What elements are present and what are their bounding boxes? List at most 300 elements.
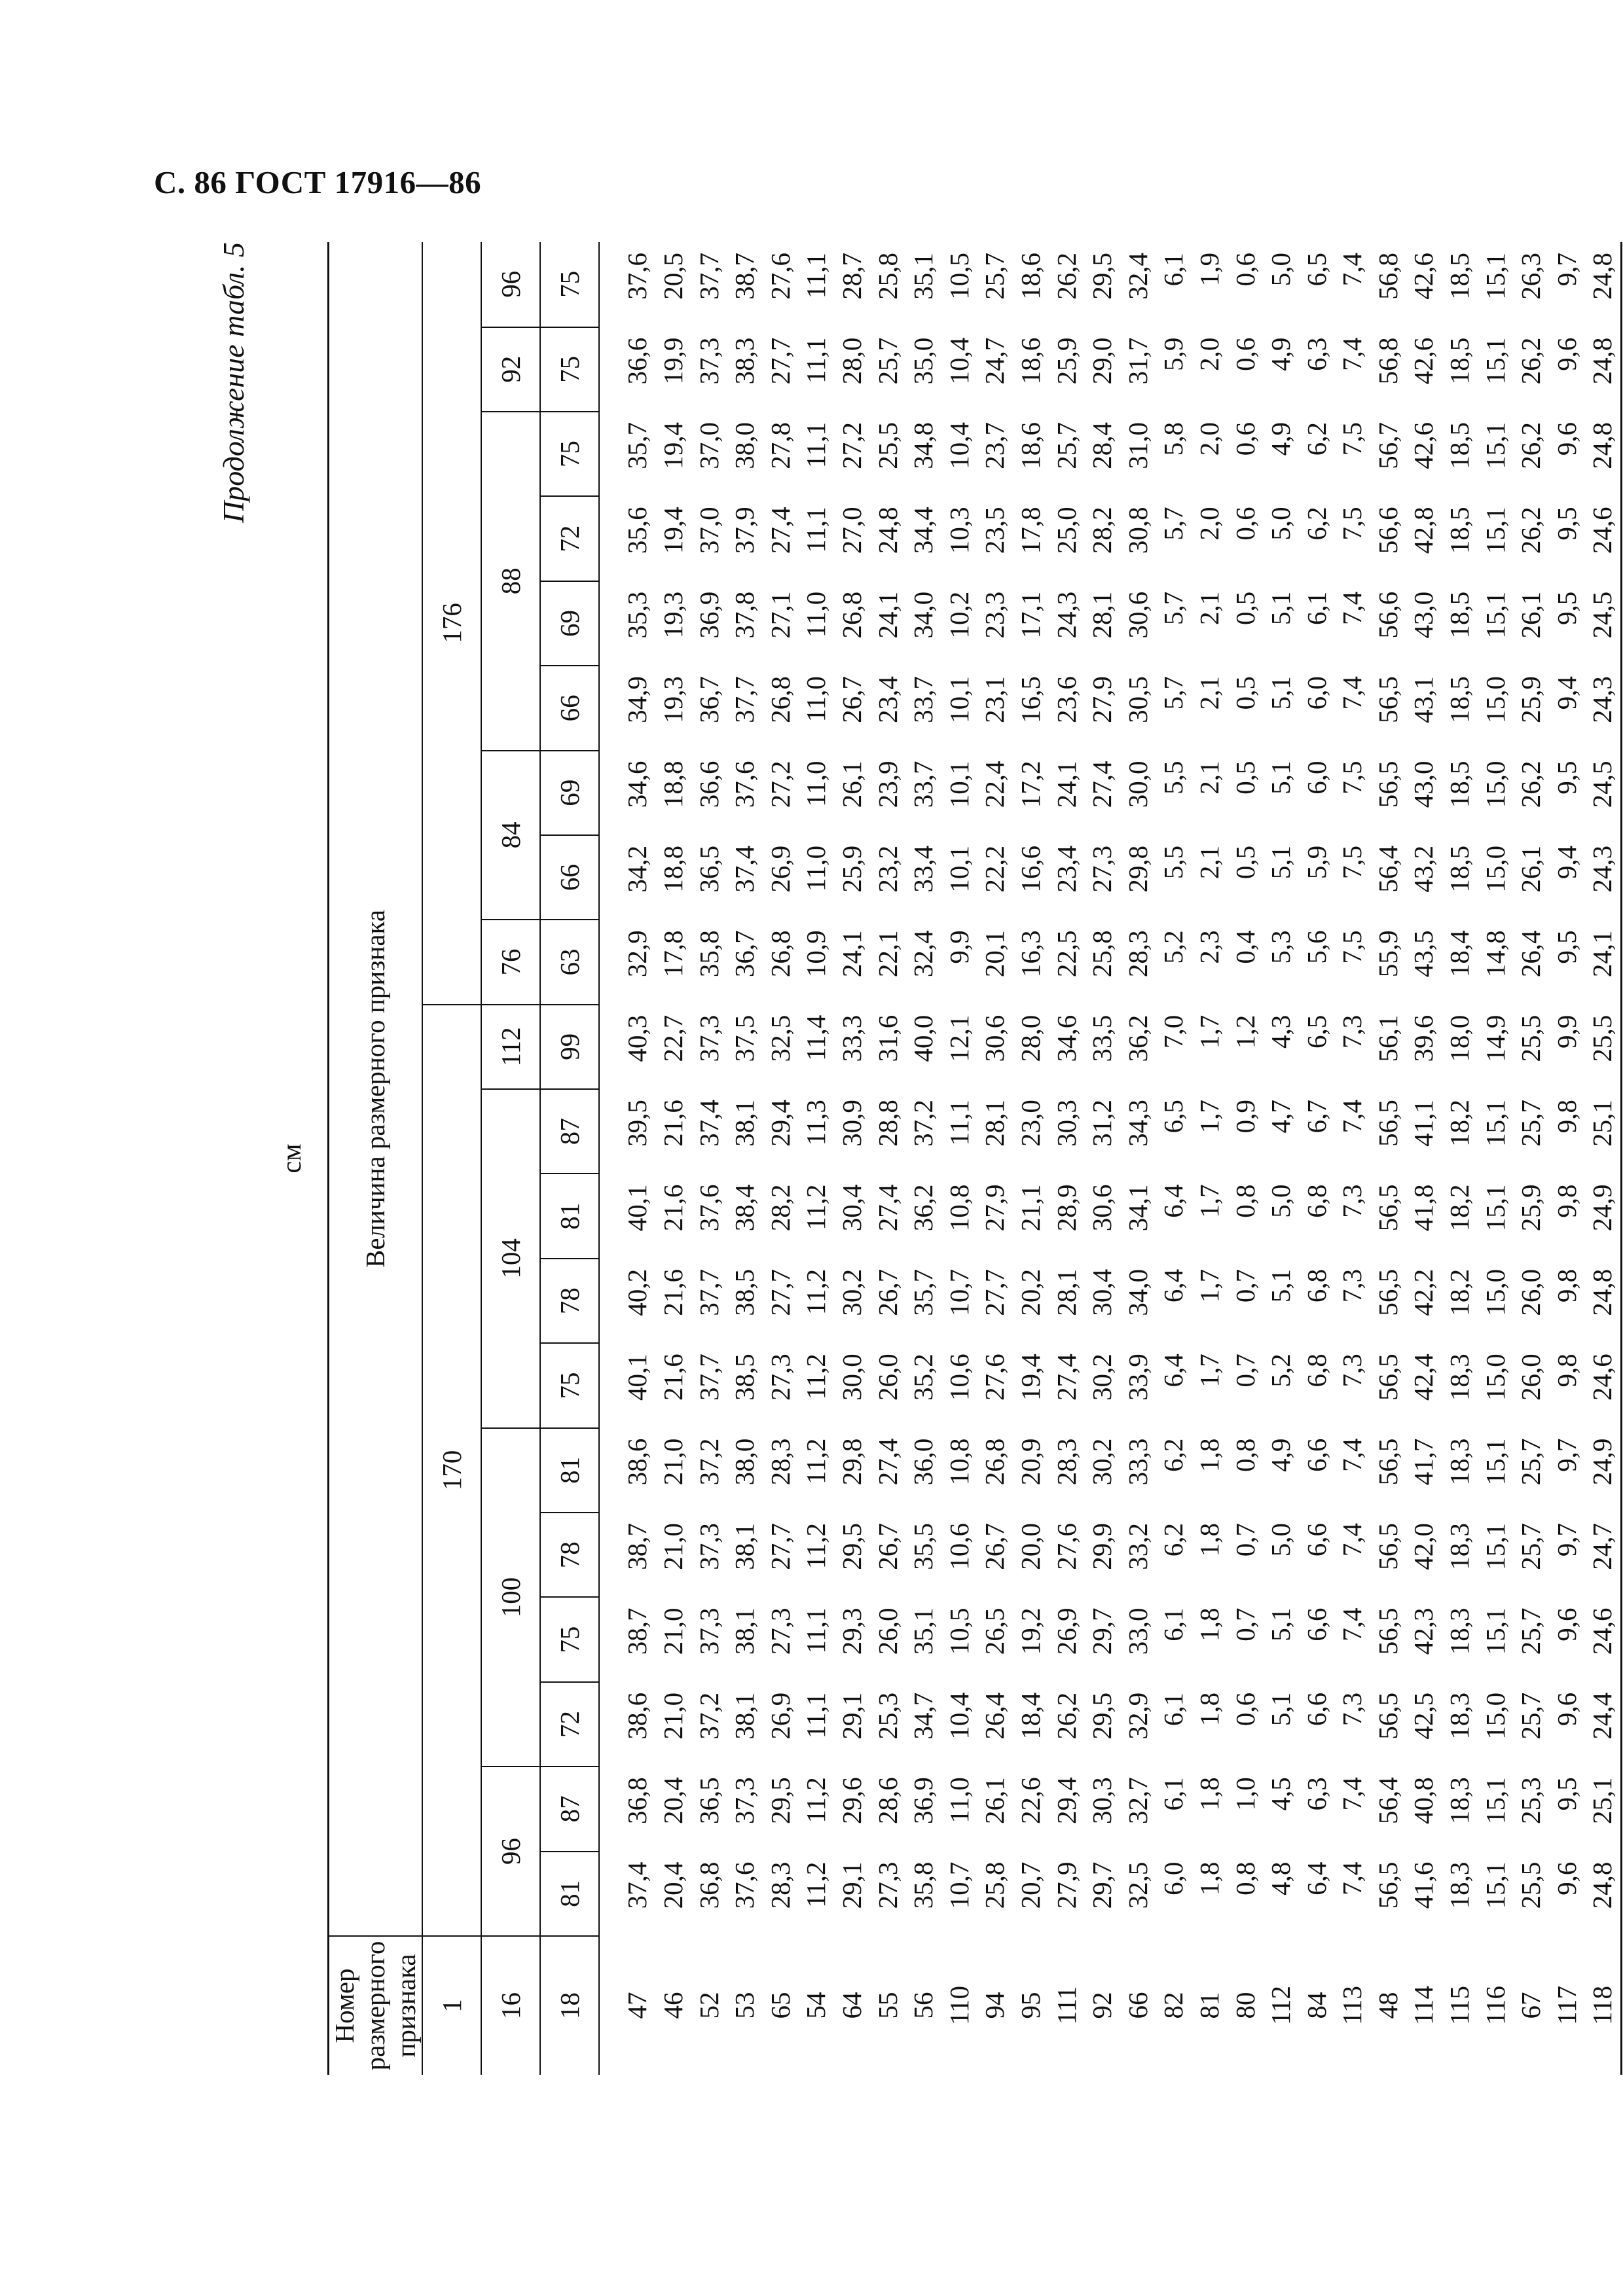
table-row bbox=[1156, 242, 1192, 2075]
table-cell: 19,3 bbox=[658, 676, 689, 723]
table-cell: 9,7 bbox=[1551, 1523, 1582, 1557]
table-row bbox=[870, 242, 906, 2075]
table-cell: 5,3 bbox=[1266, 930, 1296, 964]
table-cell: 37,8 bbox=[729, 591, 760, 639]
table-cell: 7,4 bbox=[1337, 337, 1368, 371]
table-cell: 2,1 bbox=[1194, 591, 1224, 625]
table-cell: 10,4 bbox=[943, 422, 974, 469]
table-cell: 32,5 bbox=[765, 1014, 795, 1062]
table-cell: 29,9 bbox=[1087, 1523, 1118, 1570]
table-cell: 27,1 bbox=[765, 591, 795, 639]
row-feature-number: 115 bbox=[1444, 1986, 1475, 2025]
table-cell: 10,6 bbox=[943, 1354, 974, 1401]
table-cell: 15,1 bbox=[1480, 1100, 1510, 1147]
table-cell: 22,6 bbox=[1015, 1777, 1046, 1824]
table-cell: 2,3 bbox=[1194, 930, 1224, 964]
table-cell: 29,1 bbox=[836, 1692, 867, 1740]
table-cell: 33,9 bbox=[1122, 1354, 1153, 1401]
table-cell: 36,2 bbox=[1122, 1014, 1153, 1062]
table-cell: 1,2 bbox=[1230, 1014, 1260, 1049]
table-row bbox=[727, 242, 763, 2075]
table-cell: 37,0 bbox=[693, 422, 724, 469]
table-cell: 26,0 bbox=[872, 1354, 903, 1401]
table-cell: 5,2 bbox=[1266, 1354, 1296, 1388]
table-cell: 15,0 bbox=[1480, 676, 1510, 723]
index-row-1: 1 bbox=[422, 1936, 481, 2075]
table-cell: 42,4 bbox=[1408, 1354, 1439, 1401]
table-cell: 32,7 bbox=[1122, 1777, 1153, 1824]
table-cell: 22,1 bbox=[872, 930, 903, 978]
table-cell: 40,0 bbox=[908, 1014, 939, 1062]
table-cell: 42,2 bbox=[1408, 1268, 1439, 1316]
table-row bbox=[834, 242, 870, 2075]
table-cell: 37,7 bbox=[693, 1354, 724, 1401]
index-row-18: 18 bbox=[540, 1936, 599, 2075]
table-cell: 15,1 bbox=[1480, 422, 1510, 469]
table-cell: 6,2 bbox=[1158, 1523, 1189, 1557]
table-cell: 29,7 bbox=[1087, 1861, 1118, 1909]
table-cell: 18,4 bbox=[1015, 1692, 1046, 1740]
chest-girth-header: 100 bbox=[481, 1428, 540, 1767]
table-cell: 6,6 bbox=[1301, 1692, 1332, 1727]
table-cell: 5,8 bbox=[1158, 422, 1189, 456]
table-cell: 29,7 bbox=[1087, 1607, 1118, 1655]
table-cell: 56,5 bbox=[1372, 1692, 1403, 1740]
table-cell: 11,2 bbox=[801, 1523, 831, 1570]
table-cell: 18,4 bbox=[1444, 930, 1475, 978]
table-cell: 35,3 bbox=[622, 591, 653, 639]
table-cell: 56,8 bbox=[1372, 252, 1403, 300]
table-cell: 19,9 bbox=[658, 337, 689, 385]
table-cell: 29,5 bbox=[1087, 1692, 1118, 1740]
chest-girth-header: 96 bbox=[481, 1767, 540, 1936]
table-cell: 38,0 bbox=[729, 1438, 760, 1486]
table-row bbox=[905, 242, 941, 2075]
height-header: 176 bbox=[422, 242, 481, 1005]
table-cell: 37,3 bbox=[729, 1777, 760, 1824]
table-cell: 6,2 bbox=[1158, 1438, 1189, 1472]
table-cell: 33,0 bbox=[1122, 1607, 1153, 1655]
table-cell: 1,7 bbox=[1194, 1184, 1224, 1218]
table-cell: 29,6 bbox=[836, 1777, 867, 1824]
table-cell: 56,5 bbox=[1372, 1607, 1403, 1655]
table-cell: 1,8 bbox=[1194, 1523, 1224, 1557]
table-cell: 56,7 bbox=[1372, 422, 1403, 469]
table-cell: 26,8 bbox=[836, 591, 867, 639]
table-row bbox=[1513, 242, 1549, 2075]
table-cell: 20,4 bbox=[658, 1777, 689, 1824]
table-cell: 26,9 bbox=[765, 845, 795, 893]
table-cell: 9,6 bbox=[1551, 337, 1582, 371]
table-cell: 10,9 bbox=[801, 930, 831, 978]
table-cell: 30,0 bbox=[1122, 761, 1153, 808]
table-cell: 33,7 bbox=[908, 676, 939, 723]
table-cell: 5,9 bbox=[1301, 845, 1332, 880]
table-cell: 37,3 bbox=[693, 1607, 724, 1655]
row-feature-number: 118 bbox=[1584, 1936, 1621, 2075]
table-cell: 5,1 bbox=[1266, 761, 1296, 795]
table-cell: 7,5 bbox=[1337, 422, 1368, 456]
row-feature-number: 117 bbox=[1551, 1986, 1582, 2025]
row-feature-number: 111 bbox=[1051, 1986, 1082, 2025]
table-cell: 27,6 bbox=[765, 252, 795, 300]
table-cell: 35,6 bbox=[622, 507, 653, 554]
table-cell: 26,0 bbox=[1516, 1268, 1546, 1316]
table-cell: 25,8 bbox=[872, 252, 903, 300]
table-cell: 1,0 bbox=[1230, 1777, 1260, 1811]
table-cell: 37,3 bbox=[693, 1014, 724, 1062]
table-cell: 5,6 bbox=[1301, 930, 1332, 964]
table-cell: 42,6 bbox=[1408, 337, 1439, 385]
table-cell: 15,0 bbox=[1480, 1354, 1510, 1401]
table-cell: 15,1 bbox=[1480, 1438, 1510, 1486]
table-cell: 30,3 bbox=[1051, 1100, 1082, 1147]
table-cell: 25,7 bbox=[1516, 1523, 1546, 1570]
table-cell: 25,9 bbox=[836, 845, 867, 893]
table-cell: 56,8 bbox=[1372, 337, 1403, 385]
table-cell: 34,0 bbox=[1122, 1268, 1153, 1316]
table-cell: 43,1 bbox=[1408, 676, 1439, 723]
table-cell: 11,2 bbox=[801, 1354, 831, 1400]
table-row bbox=[1049, 242, 1085, 2075]
table-cell: 35,7 bbox=[622, 422, 653, 469]
table-cell: 24,1 bbox=[1051, 761, 1082, 808]
table-cell: 28,2 bbox=[765, 1184, 795, 1232]
row-feature-number: 46 bbox=[658, 1992, 689, 2019]
table-cell: 27,4 bbox=[872, 1184, 903, 1232]
table-cell: 10,5 bbox=[943, 252, 974, 300]
table-cell: 25,3 bbox=[1516, 1777, 1546, 1824]
table-cell: 18,5 bbox=[1444, 591, 1475, 639]
table-cell: 56,5 bbox=[1372, 676, 1403, 723]
table-cell: 23,4 bbox=[1051, 845, 1082, 893]
table-cell: 15,1 bbox=[1480, 1861, 1510, 1909]
waist-girth-header: 78 bbox=[540, 1513, 599, 1597]
table-cell: 42,0 bbox=[1408, 1523, 1439, 1570]
table-cell: 9,9 bbox=[1551, 1014, 1582, 1049]
table-cell: 6,3 bbox=[1301, 1777, 1332, 1811]
table-cell: 26,3 bbox=[1516, 252, 1546, 300]
table-cell: 56,5 bbox=[1372, 1268, 1403, 1316]
row-feature-number: 64 bbox=[836, 1992, 867, 2019]
table-cell: 4,9 bbox=[1266, 1438, 1296, 1472]
table-cell: 38,7 bbox=[622, 1607, 653, 1655]
table-cell: 38,4 bbox=[729, 1184, 760, 1232]
table-cell: 21,0 bbox=[658, 1692, 689, 1740]
table-cell: 22,7 bbox=[658, 1014, 689, 1062]
table-cell: 28,6 bbox=[872, 1777, 903, 1824]
table-cell: 7,4 bbox=[1337, 676, 1368, 710]
table-cell: 11,1 bbox=[801, 1607, 831, 1654]
table-row bbox=[1478, 242, 1514, 2075]
table-cell: 37,6 bbox=[693, 1184, 724, 1232]
table-cell: 0,5 bbox=[1230, 676, 1260, 710]
table-cell: 24,7 bbox=[979, 337, 1010, 385]
table-cell: 18,5 bbox=[1444, 845, 1475, 893]
table-cell: 36,5 bbox=[693, 1777, 724, 1824]
table-cell: 25,9 bbox=[1516, 676, 1546, 723]
table-cell: 0,7 bbox=[1230, 1523, 1260, 1557]
table-cell: 10,8 bbox=[943, 1184, 974, 1232]
waist-girth-header: 66 bbox=[540, 666, 599, 750]
table-cell: 34,9 bbox=[622, 676, 653, 723]
waist-girth-header: 75 bbox=[540, 327, 599, 412]
table-cell: 11,1 bbox=[943, 1100, 974, 1146]
table-cell: 41,7 bbox=[1408, 1438, 1439, 1486]
table-cell: 14,9 bbox=[1480, 1014, 1510, 1062]
table-cell: 34,6 bbox=[1051, 1014, 1082, 1062]
table-cell: 34,3 bbox=[1122, 1100, 1153, 1147]
table-cell: 26,0 bbox=[872, 1607, 903, 1655]
table-cell: 20,5 bbox=[658, 252, 689, 300]
table-cell: 27,6 bbox=[979, 1354, 1010, 1401]
table-cell: 23,0 bbox=[1015, 1100, 1046, 1147]
table-cell: 29,5 bbox=[836, 1523, 867, 1570]
table-cell: 0,7 bbox=[1230, 1268, 1260, 1303]
table-cell: 28,2 bbox=[1087, 507, 1118, 554]
row-feature-number: 114 bbox=[1408, 1986, 1439, 2025]
table-cell: 24,3 bbox=[1584, 666, 1621, 750]
waist-girth-header: 87 bbox=[540, 1089, 599, 1174]
table-cell: 42,6 bbox=[1408, 422, 1439, 469]
table-cell: 25,5 bbox=[872, 422, 903, 469]
table-cell: 15,1 bbox=[1480, 1523, 1510, 1570]
table-cell: 24,8 bbox=[1584, 1259, 1621, 1343]
table-cell: 2,1 bbox=[1194, 676, 1224, 710]
table-cell: 31,0 bbox=[1122, 422, 1153, 469]
table-cell: 27,3 bbox=[872, 1861, 903, 1909]
table-cell: 26,4 bbox=[1516, 930, 1546, 978]
table-cell: 19,4 bbox=[658, 507, 689, 554]
table-cell: 18,3 bbox=[1444, 1354, 1475, 1401]
table-cell: 25,7 bbox=[1516, 1438, 1546, 1486]
table-cell: 17,8 bbox=[1015, 507, 1046, 554]
table-cell: 37,4 bbox=[622, 1861, 653, 1909]
table-cell: 56,6 bbox=[1372, 591, 1403, 639]
table-cell: 36,5 bbox=[693, 845, 724, 893]
table-cell: 7,4 bbox=[1337, 1100, 1368, 1134]
table-cell: 7,4 bbox=[1337, 252, 1368, 287]
table-cell: 6,6 bbox=[1301, 1438, 1332, 1472]
table-cell: 22,2 bbox=[979, 845, 1010, 893]
table-cell: 24,6 bbox=[1584, 1343, 1621, 1427]
table-cell: 7,5 bbox=[1337, 930, 1368, 964]
table-cell: 56,5 bbox=[1372, 1861, 1403, 1909]
table-row bbox=[691, 242, 727, 2075]
table-cell: 37,7 bbox=[693, 1268, 724, 1316]
table-cell: 29,4 bbox=[765, 1100, 795, 1147]
table-cell: 6,6 bbox=[1301, 1523, 1332, 1557]
table-cell: 16,5 bbox=[1015, 676, 1046, 723]
table-cell: 0,8 bbox=[1230, 1438, 1260, 1472]
table-cell: 0,5 bbox=[1230, 761, 1260, 795]
table-cell: 18,3 bbox=[1444, 1523, 1475, 1570]
table-cell: 43,0 bbox=[1408, 761, 1439, 808]
table-cell: 16,6 bbox=[1015, 845, 1046, 893]
table-row bbox=[763, 242, 799, 2075]
chest-girth-header: 112 bbox=[481, 1005, 540, 1089]
table-cell: 10,4 bbox=[943, 1692, 974, 1740]
table-cell: 36,9 bbox=[908, 1777, 939, 1824]
waist-girth-header: 69 bbox=[540, 751, 599, 835]
table-cell: 27,7 bbox=[979, 1268, 1010, 1316]
table-cell: 1,8 bbox=[1194, 1861, 1224, 1895]
table-cell: 15,0 bbox=[1480, 1692, 1510, 1740]
table-cell: 37,3 bbox=[693, 337, 724, 385]
table-cell: 27,0 bbox=[836, 507, 867, 554]
table-cell: 6,3 bbox=[1301, 337, 1332, 371]
table-cell: 18,6 bbox=[1015, 337, 1046, 385]
table-cell: 18,5 bbox=[1444, 337, 1475, 385]
table-cell: 28,8 bbox=[872, 1100, 903, 1147]
table-cell: 25,5 bbox=[1584, 1005, 1621, 1089]
table-cell: 25,7 bbox=[1516, 1692, 1546, 1740]
table-cell: 24,1 bbox=[836, 930, 867, 978]
table-cell: 25,8 bbox=[979, 1861, 1010, 1909]
table-cell: 24,5 bbox=[1584, 581, 1621, 666]
table-cell: 37,5 bbox=[729, 1014, 760, 1062]
table-cell: 27,3 bbox=[765, 1607, 795, 1655]
table-cell: 24,8 bbox=[1584, 412, 1621, 496]
table-cell: 12,1 bbox=[943, 1014, 974, 1062]
table-cell: 7,4 bbox=[1337, 1607, 1368, 1641]
table-cell: 40,8 bbox=[1408, 1777, 1439, 1824]
table-cell: 25,9 bbox=[1516, 1184, 1546, 1232]
table-cell: 0,7 bbox=[1230, 1354, 1260, 1388]
table-cell: 28,9 bbox=[1051, 1184, 1082, 1232]
table-cell: 18,0 bbox=[1444, 1014, 1475, 1062]
table-cell: 7,4 bbox=[1337, 591, 1368, 625]
table-cell: 1,7 bbox=[1194, 1100, 1224, 1134]
table-cell: 40,3 bbox=[622, 1014, 653, 1062]
table-cell: 23,6 bbox=[1051, 676, 1082, 723]
table-cell: 38,6 bbox=[622, 1692, 653, 1740]
table-cell: 2,0 bbox=[1194, 507, 1224, 541]
table-cell: 11,3 bbox=[801, 1100, 831, 1146]
table-cell: 29,5 bbox=[765, 1777, 795, 1824]
row-feature-number: 113 bbox=[1337, 1986, 1368, 2025]
table-cell: 24,6 bbox=[1584, 1597, 1621, 1681]
table-cell: 33,5 bbox=[1087, 1014, 1118, 1062]
table-cell: 24,1 bbox=[872, 591, 903, 639]
table-cell: 26,9 bbox=[765, 1692, 795, 1740]
table-cell: 7,4 bbox=[1337, 1438, 1368, 1472]
table-cell: 10,1 bbox=[943, 845, 974, 893]
table-cell: 0,9 bbox=[1230, 1100, 1260, 1134]
table-cell: 18,5 bbox=[1444, 507, 1475, 554]
table-cell: 18,2 bbox=[1444, 1100, 1475, 1147]
table-row bbox=[1263, 242, 1299, 2075]
table-cell: 4,5 bbox=[1266, 1777, 1296, 1811]
table-cell: 6,7 bbox=[1301, 1100, 1332, 1134]
table-cell: 25,7 bbox=[1516, 1607, 1546, 1655]
table-cell: 5,7 bbox=[1158, 591, 1189, 625]
table-cell: 15,1 bbox=[1480, 1777, 1510, 1824]
row-feature-number: 67 bbox=[1516, 1992, 1546, 2019]
table-cell: 29,3 bbox=[836, 1607, 867, 1655]
waist-girth-header: 78 bbox=[540, 1259, 599, 1343]
row-feature-number: 81 bbox=[1194, 1992, 1224, 2019]
table-cell: 25,9 bbox=[1051, 337, 1082, 385]
table-cell: 15,1 bbox=[1480, 1607, 1510, 1655]
waist-girth-header: 72 bbox=[540, 1682, 599, 1767]
table-cell: 18,5 bbox=[1444, 676, 1475, 723]
table-cell: 56,5 bbox=[1372, 1438, 1403, 1486]
table-cell: 37,6 bbox=[729, 761, 760, 808]
table-cell: 26,8 bbox=[765, 930, 795, 978]
table-cell: 20,0 bbox=[1015, 1523, 1046, 1570]
table-cell: 5,0 bbox=[1266, 507, 1296, 541]
table-cell: 15,1 bbox=[1480, 1184, 1510, 1232]
table-row bbox=[798, 242, 834, 2075]
table-cell: 11,0 bbox=[943, 1777, 974, 1823]
table-cell: 38,7 bbox=[729, 252, 760, 300]
row-feature-number: 55 bbox=[872, 1992, 903, 2019]
table-cell: 56,5 bbox=[1372, 1523, 1403, 1570]
table-cell: 9,9 bbox=[943, 930, 974, 964]
table-cell: 26,1 bbox=[1516, 845, 1546, 893]
table-cell: 11,0 bbox=[801, 591, 831, 637]
table-cell: 34,0 bbox=[908, 591, 939, 639]
table-cell: 24,7 bbox=[1584, 1513, 1621, 1597]
table-cell: 26,8 bbox=[979, 1438, 1010, 1486]
table-cell: 0,5 bbox=[1230, 591, 1260, 625]
table-cell: 6,4 bbox=[1301, 1861, 1332, 1895]
table-cell: 2,0 bbox=[1194, 422, 1224, 456]
table-cell: 6,8 bbox=[1301, 1354, 1332, 1388]
table-cell: 19,4 bbox=[1015, 1354, 1046, 1401]
table-cell: 19,3 bbox=[658, 591, 689, 639]
table-cell: 18,6 bbox=[1015, 252, 1046, 300]
table-cell: 38,1 bbox=[729, 1692, 760, 1740]
table-row bbox=[1192, 242, 1228, 2075]
table-cell: 5,1 bbox=[1266, 1692, 1296, 1727]
table-cell: 33,4 bbox=[908, 845, 939, 893]
table-cell: 24,4 bbox=[1584, 1682, 1621, 1767]
table-cell: 25,7 bbox=[1516, 1100, 1546, 1147]
table-cell: 56,6 bbox=[1372, 507, 1403, 554]
table-cell: 31,6 bbox=[872, 1014, 903, 1062]
size-table bbox=[327, 242, 1622, 2075]
row-feature-number: 94 bbox=[979, 1992, 1010, 2019]
table-cell: 26,1 bbox=[979, 1777, 1010, 1824]
table-cell: 11,2 bbox=[801, 1268, 831, 1316]
table-cell: 22,4 bbox=[979, 761, 1010, 808]
table-cell: 11,4 bbox=[801, 1014, 831, 1061]
table-cell: 37,4 bbox=[729, 845, 760, 893]
table-cell: 5,0 bbox=[1266, 1523, 1296, 1557]
table-cell: 9,4 bbox=[1551, 676, 1582, 710]
table-cell: 32,5 bbox=[1122, 1861, 1153, 1909]
table-cell: 15,0 bbox=[1480, 845, 1510, 893]
table-cell: 33,7 bbox=[908, 761, 939, 808]
table-cell: 24,3 bbox=[1051, 591, 1082, 639]
row-feature-number: 82 bbox=[1158, 1992, 1189, 2019]
table-cell: 1,8 bbox=[1194, 1438, 1224, 1472]
table-cell: 5,5 bbox=[1158, 761, 1189, 795]
table-cell: 7,0 bbox=[1158, 1014, 1189, 1049]
table-cell: 18,5 bbox=[1444, 422, 1475, 469]
table-cell: 38,1 bbox=[729, 1607, 760, 1655]
table-cell: 6,4 bbox=[1158, 1354, 1189, 1388]
table-cell: 30,3 bbox=[1087, 1777, 1118, 1824]
table-cell: 18,3 bbox=[1444, 1692, 1475, 1740]
table-cell: 37,3 bbox=[693, 1523, 724, 1570]
table-cell: 14,8 bbox=[1480, 930, 1510, 978]
table-cell: 10,2 bbox=[943, 591, 974, 639]
table-cell: 30,4 bbox=[836, 1184, 867, 1232]
table-cell: 15,1 bbox=[1480, 252, 1510, 300]
